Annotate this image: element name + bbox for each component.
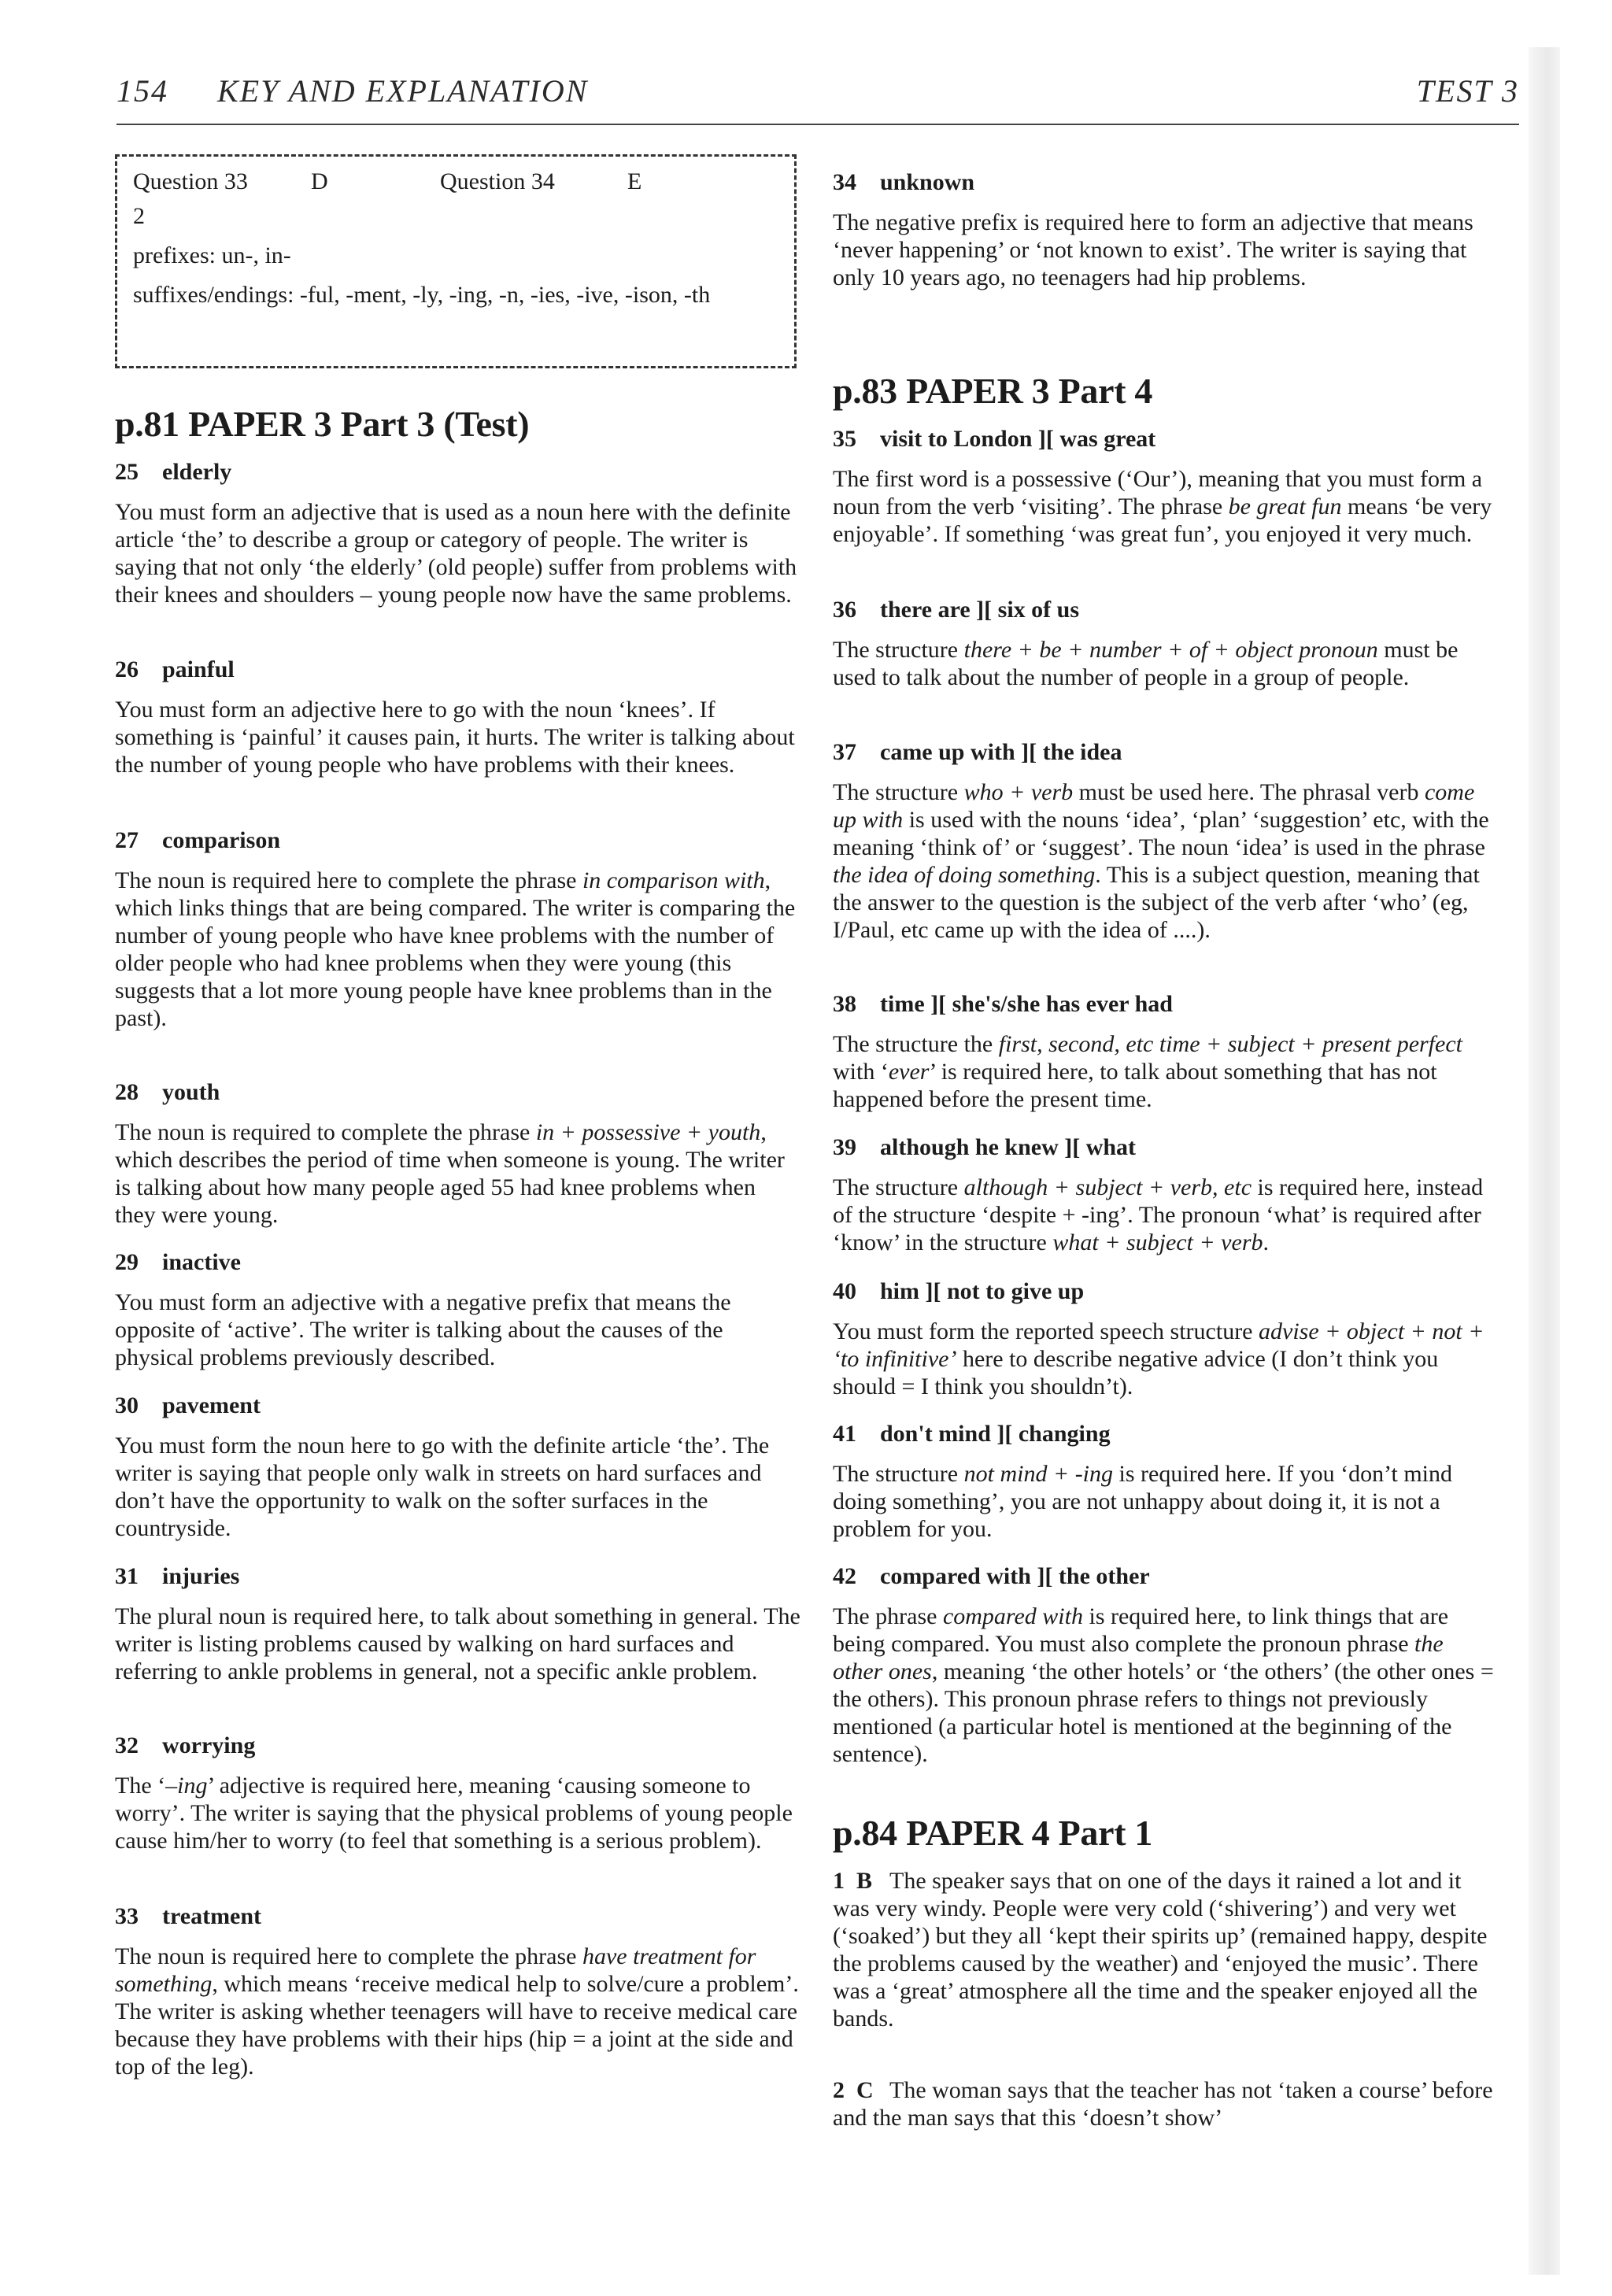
entry-27: 27 comparison The noun is required here to complete the phrase in comparison with, which links things that are being compared. The writer is comparing the number of young people who have knee problems with the number of older people who had knee problems when they were young (this suggests that a lot more young people have knee problems than in the past). [115, 827, 796, 1031]
section-title-p83: p.83 PAPER 3 Part 4 [833, 371, 1153, 411]
listening-answer-1: 1 B The speaker says that on one of the days it rained a lot and it was very windy. People were very cold (‘shivering’) and very wet (‘soaked’) but they all ‘kept their spirits up’ (remained happy, despite the problems caused by the weather) and ‘enjoyed the music’. There was a ‘great’ atmosphere all the time and the speaker enjoyed all the bands. [833, 1868, 1488, 2032]
entry-26: 26 painful You must form an adjective here to go with the noun ‘knees’. If something is ‘painful’ it causes pain, it hurts. The writer is talking about the number of young people who have problems with their knees. [115, 656, 795, 778]
entry-25: 25 elderly You must form an adjective that is used as a noun here with the definite article ‘the’ to describe a group or category of people. The writer is saying that not only ‘the elderly’ (old people) suffer from problems with their knees and shoulders – young people now have the same problems. [115, 459, 797, 608]
header-rule [116, 124, 1519, 125]
answer-box [115, 154, 797, 368]
entry-33: 33 treatment The noun is required here to complete the phrase have treatment for something, which means ‘receive medical help to solve/cure a problem’. The writer is asking whether teenagers will have to receive medical care because they have problems with their hips (hip = a joint at the side and top of the leg). [115, 1903, 799, 2080]
page-header [116, 72, 1519, 113]
entry-30: 30 pavement You must form the noun here to go with the definite article ‘the’. The writer is saying that people only walk in streets on hard surfaces and don’t have the opportunity to walk on the softer surfaces in the countryside. [115, 1392, 770, 1541]
question-line [133, 168, 777, 202]
page-number: 154 [116, 73, 168, 109]
entry-35: 35 visit to London ][ was great The first word is a possessive (‘Our’), meaning that you must form a noun from the verb ‘visiting’. The phrase be great fun means ‘be very enjoyable’. If something ‘was great fun’, you enjoyed it very much. [833, 426, 1492, 547]
entry-34: 34 unknown The negative prefix is required here to form an adjective that means ‘never happening’ or ‘not known to exist’. The writer is saying that only 10 years ago, no teenagers had hip problems. [833, 169, 1473, 290]
test-label: TEST 3 [1416, 73, 1519, 109]
entry-36: 36 there are ][ six of us The structure there + be + number + of + object pronoun must be used to talk about the number of people in a group of people. [833, 597, 1459, 690]
entry-37: 37 came up with ][ the idea The structure who + verb must be used here. The phrasal verb come up with is used with the nouns ‘idea’, ‘plan’ ‘suggestion’ etc, with the meaning ‘think of’ or ‘suggest’. The noun ‘idea’ is used in the phrase the idea of doing something. This is a subject question, meaning that the answer to the question is the subject of the verb after ‘who’ (eg, I/Paul, etc came up with the idea of ....). [833, 739, 1489, 943]
entry-32: 32 worrying The ‘–ing’ adjective is required here, meaning ‘causing someone to worry’. The writer is saying that the physical problems of young people cause him/her to worry (to feel that something is a serious problem). [115, 1732, 793, 1854]
entry-28: 28 youth The noun is required to complete the phrase in + possessive + youth, which describes the period of time when someone is young. The writer is talking about how many people aged 55 had knee problems when they were young. [115, 1079, 785, 1228]
running-title: KEY AND EXPLANATION [217, 73, 589, 109]
box-prefixes: prefixes: un-, in- [133, 242, 291, 268]
box-suffixes: suffixes/endings: -ful, -ment, -ly, -ing, -n, -ies, -ive, -ison, -th [133, 282, 711, 308]
section-title-p84: p.84 PAPER 4 Part 1 [833, 1813, 1153, 1853]
entry-41: 41 don't mind ][ changing The structure not mind + -ing is required here. If you ‘don’t mind doing something’, you are not unhappy about doing it, it is not a problem for you. [833, 1421, 1453, 1542]
entry-29: 29 inactive You must form an adjective with a negative prefix that means the opposite of ‘active’. The writer is talking about the causes of the physical problems previously described. [115, 1249, 731, 1370]
q33-label: Question 33 [133, 168, 248, 194]
listening-answer-2: 2 C The woman says that the teacher has not ‘taken a course’ before and the man says that this ‘doesn’t show’ [833, 2077, 1493, 2131]
entry-40: 40 him ][ not to give up You must form the reported speech structure advise + object + not + ‘to infinitive’ here to describe negative advice (I don’t think you should = I think you shouldn’t). [833, 1278, 1484, 1399]
q34-label: Question 34 [440, 168, 555, 194]
entry-31: 31 injuries The plural noun is required here, to talk about something in general. The writer is listing problems caused by walking on hard surfaces and referring to ankle problems in general, not a specific ankle problem. [115, 1563, 800, 1684]
entry-39: 39 although he knew ][ what The structure although + subject + verb, etc is required here, instead of the structure ‘despite + -ing’. The pronoun ‘what’ is required after ‘know’ in the structure what + subject + verb. [833, 1134, 1484, 1255]
q34-answer: E [627, 168, 642, 194]
page-edge-shadow [1529, 47, 1560, 2275]
section-title-p81: p.81 PAPER 3 Part 3 (Test) [115, 404, 530, 444]
q33-answer: D [311, 168, 328, 194]
entry-42: 42 compared with ][ the other The phrase compared with is required here, to link things that are being compared. You must also complete the pronoun phrase the other ones, meaning ‘the other hotels’ or ‘the others’ (the other ones = the others). This pronoun phrase refers to things not previously mentioned (a particular hotel is mentioned at the beginning of the sentence). [833, 1563, 1494, 1767]
box-count: 2 [133, 203, 145, 229]
entry-38: 38 time ][ she's/she has ever had The structure the first, second, etc time + subject + present perfect with ‘ever’ is required here, to talk about something that has not happened before the present time. [833, 991, 1462, 1112]
